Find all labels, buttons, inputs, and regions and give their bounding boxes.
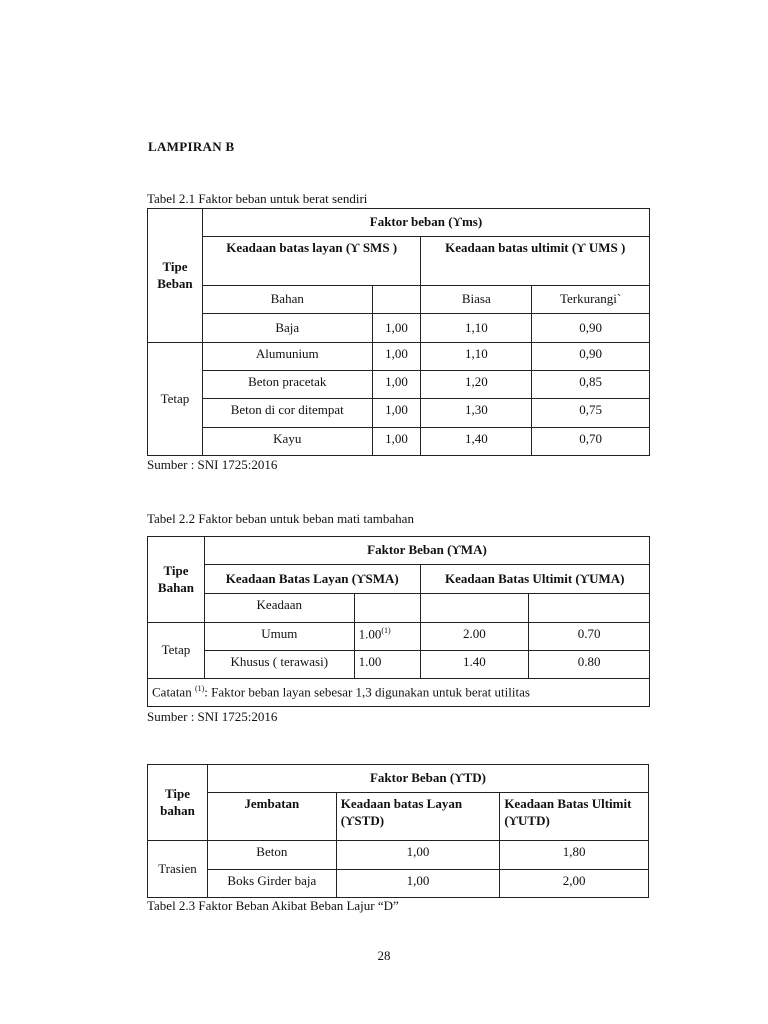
table1-cell: 1,00	[372, 314, 421, 343]
table1-cell: Alumunium	[202, 343, 372, 371]
table2-cell: 0.80	[529, 651, 650, 679]
table3-col-layan: Keadaan batas Layan (ϒSTD)	[336, 793, 500, 841]
table1-tipe-value: Tetap	[148, 343, 203, 456]
table1	[147, 208, 650, 456]
table2-layan-header: Keadaan Batas Layan (ϒSMA)	[204, 565, 420, 594]
table1-cell: Beton di cor ditempat	[202, 399, 372, 428]
table3-group-header: Faktor Beban (ϒTD)	[207, 765, 648, 793]
footnote-marker: (1)	[381, 626, 391, 635]
table3-col-jembatan: Jembatan	[207, 793, 336, 841]
table-row	[148, 399, 650, 428]
table2	[147, 536, 650, 707]
table-row	[148, 841, 649, 870]
table-row	[148, 623, 650, 651]
table2-group-header: Faktor Beban (ϒMA)	[204, 537, 649, 565]
table1-cell: 0,75	[532, 399, 650, 428]
page-heading: LAMPIRAN B	[148, 139, 235, 154]
table1-col-empty	[372, 286, 421, 314]
table1-cell: 1,00	[372, 343, 421, 371]
table3-tipe-value: Trasien	[148, 841, 208, 898]
table2-col-keadaan: Keadaan	[204, 594, 354, 623]
table2-cell: 0.70	[529, 623, 650, 651]
table1-col-biasa: Biasa	[421, 286, 532, 314]
table2-cell: Khusus ( terawasi)	[204, 651, 354, 679]
table2-tipe-header: Tipe Bahan	[148, 537, 205, 623]
table3-tipe-header: Tipe bahan	[148, 765, 208, 841]
table1-cell: Beton pracetak	[202, 371, 372, 399]
table1-cell: 0,90	[532, 314, 650, 343]
table3-cell: Beton	[207, 841, 336, 870]
table1-cell: 1,10	[421, 314, 532, 343]
table3-cell: 1,00	[336, 841, 500, 870]
table2-caption: Tabel 2.2 Faktor beban untuk beban mati tambahan	[147, 511, 414, 526]
table2-tipe-value: Tetap	[148, 623, 205, 679]
table1-cell: 1,00	[372, 399, 421, 428]
table2-ultimit-header: Keadaan Batas Ultimit (ϒUMA)	[420, 565, 649, 594]
table1-cell: Kayu	[202, 428, 372, 456]
table3-caption: Tabel 2.3 Faktor Beban Akibat Beban Lajur “D”	[147, 898, 399, 913]
table-row	[148, 314, 650, 343]
table2-cell: 1.00	[354, 651, 420, 679]
table1-cell: Baja	[202, 314, 372, 343]
table2-cell: 1.00	[358, 626, 382, 642]
table1-layan-header: Keadaan batas layan (ϒ SMS )	[202, 237, 421, 286]
table1-col-terkurangi: Terkurangi`	[532, 286, 650, 314]
table1-cell: 0,85	[532, 371, 650, 399]
table-row	[148, 870, 649, 898]
table1-col-bahan: Bahan	[202, 286, 372, 314]
table2-cell: Umum	[204, 623, 354, 651]
table1-cell: 1,30	[421, 399, 532, 428]
table3-cell: 1,80	[500, 841, 649, 870]
table1-ultimit-header: Keadaan batas ultimit (ϒ UMS )	[421, 237, 650, 286]
table1-caption: Tabel 2.1 Faktor beban untuk berat sendiri	[147, 191, 368, 206]
table1-cell: 1,20	[421, 371, 532, 399]
table-row	[148, 428, 650, 456]
table-row	[148, 343, 650, 371]
table3-col-ultimit: Keadaan Batas Ultimit (ϒUTD)	[500, 793, 649, 841]
note-text: : Faktor beban layan sebesar 1,3 digunakan untuk berat utilitas	[204, 684, 530, 700]
table2-cell: 1.40	[420, 651, 529, 679]
table1-cell: 1,00	[372, 428, 421, 456]
table2-col-empty	[420, 594, 529, 623]
table2-note	[148, 679, 650, 707]
table3-cell: 1,00	[336, 870, 500, 898]
table3	[147, 764, 649, 898]
note-prefix: Catatan	[152, 684, 192, 700]
table2-col-empty	[354, 594, 420, 623]
table1-group-header: Faktor beban (ϒms)	[202, 209, 649, 237]
table-row	[148, 651, 650, 679]
table1-cell: 1,10	[421, 343, 532, 371]
table2-cell: 2.00	[420, 623, 529, 651]
table1-cell: 1,40	[421, 428, 532, 456]
table2-cell-layan	[354, 623, 420, 651]
table3-cell: 2,00	[500, 870, 649, 898]
table1-cell: 0,70	[532, 428, 650, 456]
table1-cell: 0,90	[532, 343, 650, 371]
table1-cell: 1,00	[372, 371, 421, 399]
table1-source: Sumber : SNI 1725:2016	[147, 457, 278, 472]
table1-tipe-header: Tipe Beban	[148, 209, 203, 343]
table2-source: Sumber : SNI 1725:2016	[147, 709, 278, 724]
table-row	[148, 371, 650, 399]
table2-col-empty	[529, 594, 650, 623]
footnote-marker: (1)	[194, 683, 205, 693]
page-number: 28	[377, 948, 391, 963]
table3-cell: Boks Girder baja	[207, 870, 336, 898]
